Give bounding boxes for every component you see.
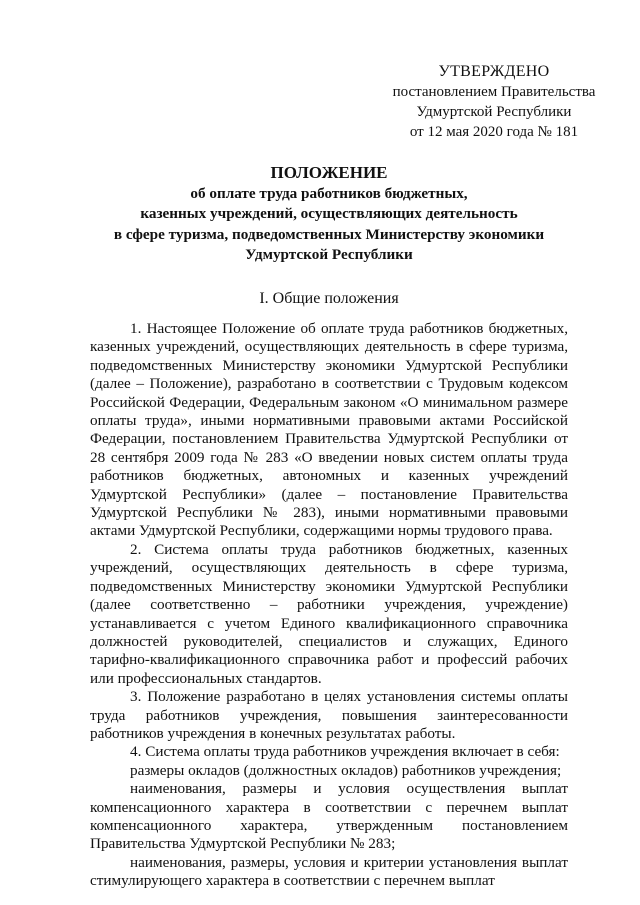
paragraph-4: 4. Система оплаты труда работников учреждения включает в себя: [130, 743, 560, 761]
paragraph-5: размеры окладов (должностных окладов) работников учреждения; [130, 761, 562, 779]
approval-line-3: от 12 мая 2020 года № 181 [409, 124, 579, 140]
title-main: ПОЛОЖЕНИЕ [270, 163, 388, 182]
approval-heading: УТВЕРЖДЕНО [438, 63, 550, 80]
paragraph-1: 1. Настоящее Положение об оплате труда работников бюджетных, казенных учреждений, осуществляющих деятельность в сфере туризма, подведомственных Министерству экономики Удмуртской Республики (далее – Положение), разработано в соответствии с Трудовым кодексом Российской Федерации, Федеральным законом «О минимальном размере оплаты труда», иными нормативными правовыми актами Российской Федерации, постановлением Правительства Удмуртской Республики от 28 сентября 2009 года № 283 «О введении новых систем оплаты труда работников бюджетных, автономных и казенных учреждений Удмуртской Республики» (далее – постановление Правительства Удмуртской Республики № 283), иными нормативными правовыми актами Удмуртской Республики, содержащими нормы трудового права. [90, 320, 568, 540]
title-line-4: Удмуртской Республики [245, 246, 413, 263]
paragraph-7: наименования, размеры, условия и критерии установления выплат стимулирующего характера в соответствии с перечнем выплат [90, 853, 568, 890]
paragraph-2: 2. Система оплаты труда работников бюджетных, казенных учреждений, осуществляющих деятельность в сфере туризма, подведомственных Министерству экономики Удмуртской Республики (далее соответственно – работники учреждения, учреждение) устанавливается с учетом Единого квалификационного справочника должностей руководителей, специалистов и служащих, Единого тарифно-квалификационного справочника работ и профессий рабочих или профессиональных стандартов. [90, 540, 568, 687]
title-line-1: об оплате труда работников бюджетных, [190, 184, 468, 202]
paragraph-3: 3. Положение разработано в целях установления системы оплаты труда работников учреждения, повышения заинтересованности работников учреждения в конечных результатах работы. [90, 688, 568, 742]
document-body [90, 320, 568, 891]
title-line-3: в сфере туризма, подведомственных Министерству экономики [113, 225, 545, 243]
approval-line-2: Удмуртской Республики [416, 104, 572, 120]
approval-line-1: постановлением Правительства [392, 84, 596, 100]
section-heading: I. Общие положения [259, 290, 399, 307]
title-line-2: казенных учреждений, осуществляющих деятельность [140, 205, 518, 222]
paragraph-6: наименования, размеры и условия осуществления выплат компенсационного характера в соответствии с перечнем выплат компенсационного характера, утвержденным постановлением Правительства Удмуртской Республики № 283; [90, 780, 568, 853]
document-title [90, 163, 568, 266]
approval-stamp [384, 62, 604, 142]
